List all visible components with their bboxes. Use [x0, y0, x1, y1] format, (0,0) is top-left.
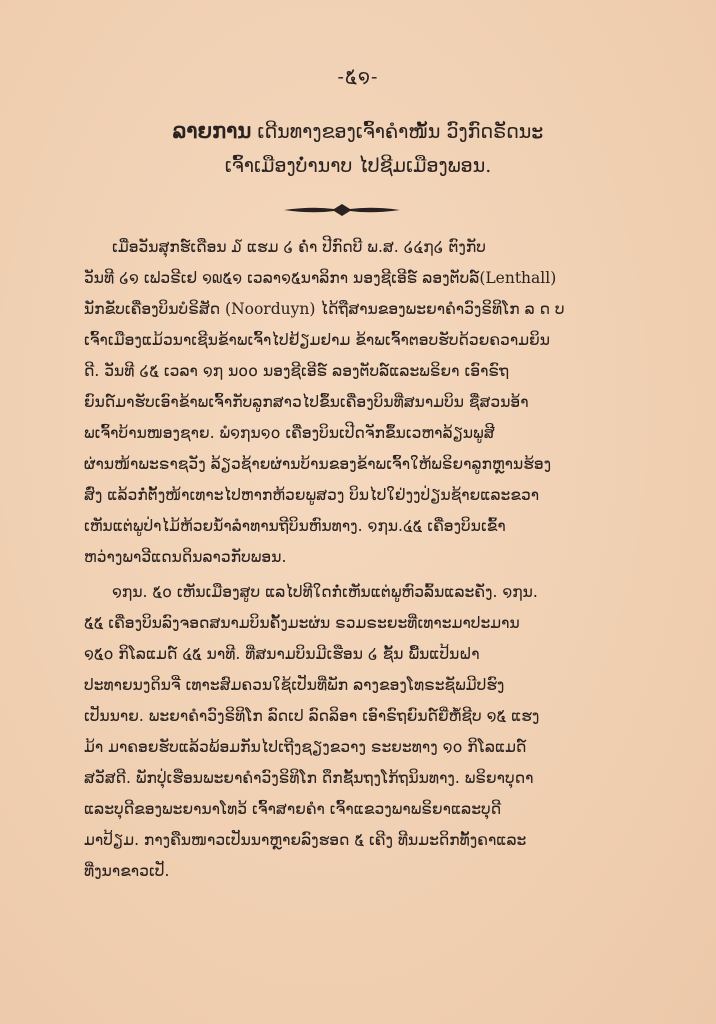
text-line: ຜ່ານໜ້າພະຣາຊວັງ ລ້ຽວຊ້າຍຜ່ານບ້ານຂອງຂ້າພເຈົ້າໃຫ້ພຣິຍາລູກຫຼານຮ້ອງ	[84, 455, 552, 473]
text-line: ສົ່ງ ແລ້ວກໍ່ຕັ້ງໜ້າເທາະໄປຫາກຫ້ວຍພູສວງ ບິນໄປໃຢ່ງງປ່ຽນຊ້າຍແລະຂວາ	[84, 486, 540, 504]
page-number: -໕໑-	[337, 66, 379, 88]
text-line: ປະທາຍນງດິນຈີ່ ເທາະສົມຄວນໃຊ້ເປັນທີ່ພັກ ລາງຂອງໂທຣະຊັພມີປຮົງ	[84, 676, 505, 694]
text-line: ທີ່ງນາຂາວເປັ.	[84, 862, 170, 880]
text-line: ມ້າ ມາຄອຍຮັບແລ້ວພ້ອມກັນໄປເຖີງຊຽງຂວາງ ຣະຍະທາງ ໑໐ ກິໂລແມດ໌	[84, 738, 527, 756]
text-line: ດີ. ວັນທີ ໒໕ ເວລາ ໑໗ ນ໐໐ ນອງຊີເອີຣ໌ ລອງຕັບລ໌ແລະພຣິຍາ ເອົາຣົຖ	[84, 362, 510, 380]
body-text	[84, 232, 644, 887]
paragraph-1	[84, 232, 644, 573]
ornament-divider-icon	[282, 203, 402, 217]
title-lead-word: ລາຍການ	[172, 118, 252, 143]
text-line: ມາປ້ຽມ. ກາງຄືນໜາວເປັນນາຫຼາຍລົງຮອດ ໕ ເຄີງ ທີນມະດິກທັ້ງຄາແລະ	[84, 831, 527, 849]
title-line-2: ເຈົ້າເມືອງບໍ່ານາບ ໄປຊີມເມືອງພອນ.	[224, 155, 492, 177]
title-block	[60, 114, 656, 183]
text-line: ໕໕ ເຄື່ອງບິນລົງຈອດສນາມບິນຄັ້ງມະຜ່ນ ຣວມຣະຍະທີ່ເທາະມາປະມານ	[84, 614, 520, 632]
paragraph-2	[84, 577, 644, 887]
text-line: ໑໗ນ. ໕໐ ເຫັນເມືອງສູບ ແລໄປທີໃດກໍ່ເຫັນແຕ່ພູຫົວລົ້ນແລະຄັ່ງ. ໑໗ນ.	[112, 583, 538, 601]
text-line: ເປັນນາຍ. ພະຍາຄຳວົງຣິທິໂກ ລົດເປ ລົດລິອາ ເອົາຣົຖຍົນດ໌ຍີ່ຫໍ້ຊີບ ໑໕ ແຮງ	[84, 707, 540, 725]
text-line: ເມື່ອວັນສຸກຮ໌ເດືອນ ໓ ແຮມ ໒ ຄ່ຳ ປີກົດບີ ພ.ສ. ໒໔໗໒ ຕົງກັບ	[112, 238, 486, 256]
title-line-1	[60, 114, 656, 149]
text-line: ພເຈົ້າບ້ານໜອງຊາຍ. ພໍ໑໗ນ໑໐ ເຄື່ອງບິນເປີດຈັກຂຶ້ນເວຫາລ້ຽນພູສີ	[84, 424, 495, 442]
title-line-1-rest: ເດີນທາງຂອງເຈົ້າຄຳໜັ້ນ ວົງກົດຣັດນະ	[251, 121, 544, 143]
text-line: ຫວ່າງພາວີແດນດິນລາວກັບພອນ.	[84, 548, 287, 566]
text-line: ໑໕໐ ກິໂລແມດ໌ ໔໕ ນາທີ. ທີ່ສນາມບິນມີເຮືອນ ໒ ຊັ້ນ ພື້ນແປ້ນຝາ	[84, 645, 480, 663]
text-line: ຍົນດ໌ມາຮັບເອົາຂ້າພເຈົ້າກັບລູກສາວໄປຂຶ້ນເຄື່ອງບິນທີ່ສນາມບິນ ຊື່ສວນອ້າ	[84, 393, 529, 411]
text-line: ວັນທີ ໒໑ ເຟວຣີເຢ ໑໙໕໑ ເວລາ໑໕ນາລິກາ ນອງຊີເອີຣ໌ ລອງຕັບລ໌(Lenthall)	[84, 269, 557, 287]
text-line: ສວັສດີ. ພັກປຸ່ເຮືອນພະຍາຄຳວົງຣິທິໂກ ດຶກຊັ້ນຖງໂກ້ຖນິນທາງ. ພຣິຍາບຸດາ	[84, 769, 534, 787]
text-line: ແລະບຸດີຂອງພະຍານາໂທວ້ ເຈົ້າສາຍຄຳ ເຈົ້າແຂວງພາພຣິຍາແລະບຸດີ	[84, 800, 502, 818]
text-line: ເຈົ້າເມືອງແມ້ວນາເຊີນຂ້າພເຈົ້າໄປຢ້ຽມຢາມ ຂ້າພເຈົ້າຕອບຮັບດ້ວຍຄວາມຍິນ	[84, 331, 550, 349]
text-line: ເຫັນແຕ່ພູປ່າໄມ້ຫ້ວຍນ້ຳລຳທານຖີບິນຫົນທາງ. ໑໗ນ.໔໕ ເຄື່ອງບິນເຂົ້າ	[84, 517, 506, 535]
text-line: ນັກຂັບເຄື່ອງບິນບໍຣິສັດ (Noorduyn) ໄດ້ຖືສານຂອງພະຍາຄຳວົງຣິທິໂກ ລ ດ ບ	[84, 300, 565, 318]
